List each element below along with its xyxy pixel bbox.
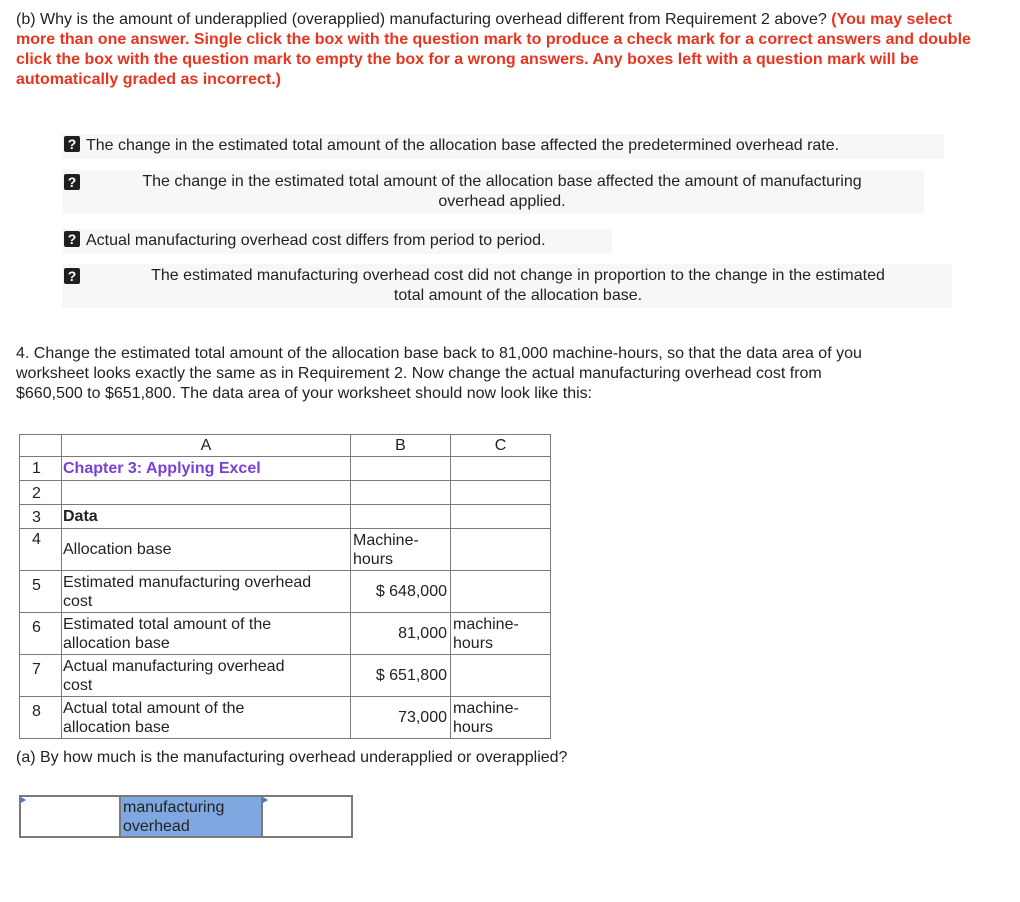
cell-a1: Chapter 3: Applying Excel bbox=[61, 456, 351, 481]
cell-a2 bbox=[61, 480, 351, 505]
choice-3 bbox=[62, 229, 612, 254]
cell-b6: 81,000 bbox=[350, 612, 451, 655]
cell-c6: machine- hours bbox=[450, 612, 551, 655]
cell-c3 bbox=[450, 504, 551, 529]
row-num-4: 4 bbox=[32, 531, 41, 548]
row-num-7: 7 bbox=[32, 661, 41, 678]
cell-c1 bbox=[450, 456, 551, 481]
choice-3-text: Actual manufacturing overhead cost differs from period to period. bbox=[86, 232, 546, 249]
part-b-instructions: (You may select more than one answer. Single click the box with the question mark to produce a check mark for a correct answers and double click the box with the question mark to empty the box for a wrong answers. Any boxes left with a question mark will be automatically graded as incorrect.) bbox=[16, 11, 971, 88]
row-num-5: 5 bbox=[32, 577, 41, 594]
spreadsheet bbox=[19, 434, 553, 736]
cell-c4 bbox=[450, 528, 551, 571]
cell-c7 bbox=[450, 654, 551, 697]
row-num-8: 8 bbox=[32, 703, 41, 720]
part-b-question: (b) Why is the amount of underapplied (overapplied) manufacturing overhead different from Requirement 2 above? (You may select more than one answer. Single click the box with the question mark to produce a check mark for a correct answers and double click the box with the question mark to empty the box for a wrong answers. Any boxes left with a question mark will be automatically graded as incorrect.) bbox=[16, 11, 971, 88]
choice-4 bbox=[62, 264, 952, 308]
cell-c8: machine- hours bbox=[450, 696, 551, 739]
col-header-a: A bbox=[61, 434, 351, 457]
cell-a8: Actual total amount of the allocation base bbox=[61, 696, 351, 739]
overhead-status-select[interactable]: manufacturing overhead bbox=[119, 797, 263, 836]
answer-row bbox=[19, 795, 353, 838]
cell-a4: Allocation base bbox=[61, 528, 351, 571]
row-num-6: 6 bbox=[32, 619, 41, 636]
amount-input[interactable] bbox=[263, 797, 351, 836]
choice-2-text: The change in the estimated total amount of the allocation base affected the amount of manufacturing overhead applied. bbox=[142, 173, 862, 210]
row-num-1: 1 bbox=[32, 460, 41, 477]
row-num-3: 3 bbox=[32, 509, 41, 526]
cell-a6: Estimated total amount of the allocation base bbox=[61, 612, 351, 655]
cell-b7: $ 651,800 bbox=[350, 654, 451, 697]
row-num-2: 2 bbox=[32, 485, 41, 502]
part-a-question: (a) By how much is the manufacturing overhead underapplied or overapplied? bbox=[16, 749, 568, 766]
choice-2-checkbox[interactable]: ? bbox=[64, 174, 80, 190]
choice-4-checkbox[interactable]: ? bbox=[64, 268, 80, 284]
choice-1-checkbox[interactable]: ? bbox=[64, 136, 80, 152]
cell-b3 bbox=[350, 504, 451, 529]
choice-3-checkbox[interactable]: ? bbox=[64, 231, 80, 247]
choice-1 bbox=[62, 134, 944, 159]
cell-c2 bbox=[450, 480, 551, 505]
cell-a7: Actual manufacturing overhead cost bbox=[61, 654, 351, 697]
col-header-b: B bbox=[350, 434, 451, 457]
cell-b1 bbox=[350, 456, 451, 481]
dropdown-marker-icon bbox=[21, 797, 26, 803]
choice-2 bbox=[62, 170, 924, 214]
cell-a5: Estimated manufacturing overhead cost bbox=[61, 570, 351, 613]
choice-4-text: The estimated manufacturing overhead cost did not change in proportion to the change in the estimated total amount of the allocation base. bbox=[151, 267, 885, 304]
cell-a3: Data bbox=[61, 504, 351, 529]
cell-c5 bbox=[450, 570, 551, 613]
col-header-c: C bbox=[450, 434, 551, 457]
sheet-corner bbox=[19, 434, 62, 457]
input-marker-icon bbox=[263, 797, 268, 803]
cell-b2 bbox=[350, 480, 451, 505]
answer-blank-left[interactable] bbox=[21, 797, 119, 836]
requirement-4-text: 4. Change the estimated total amount of the allocation base back to 81,000 machine-hours, so that the data area of you worksheet looks exactly the same as in Requirement 2. Now change the actual manufacturing overhead cost from $660,500 to $651,800. The data area of your worksheet should now look like this: bbox=[16, 345, 862, 402]
cell-b5: $ 648,000 bbox=[350, 570, 451, 613]
cell-b4: Machine- hours bbox=[350, 528, 451, 571]
cell-b8: 73,000 bbox=[350, 696, 451, 739]
choice-1-text: The change in the estimated total amount of the allocation base affected the predetermined overhead rate. bbox=[86, 137, 840, 154]
